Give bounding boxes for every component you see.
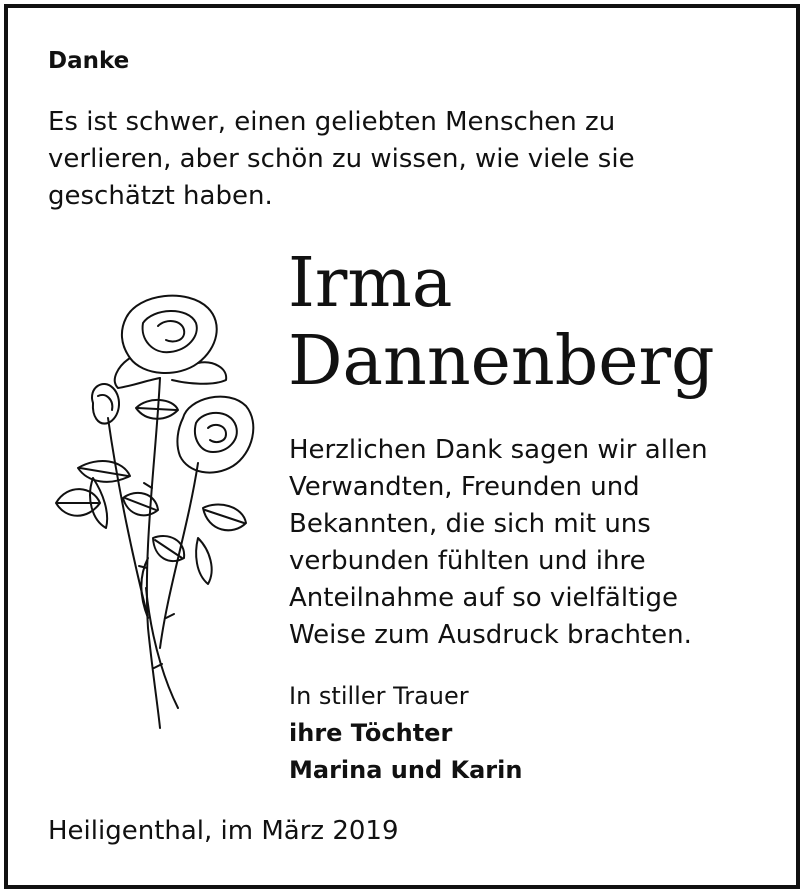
obituary-notice <box>4 4 800 889</box>
closing-names: Marina und Karin <box>289 756 523 784</box>
message-line: Herzlichen Dank sagen wir allen <box>289 435 708 465</box>
closing-line: In stiller Trauer <box>289 682 469 710</box>
deceased-last-name: Dannenberg <box>288 322 715 401</box>
message-line: Weise zum Ausdruck brachten. <box>289 620 692 650</box>
message-line: Bekannten, die sich mit uns <box>289 509 651 539</box>
message-line: Anteilnahme auf so vielfältige <box>289 583 678 613</box>
intro-line: geschätzt haben. <box>48 181 273 211</box>
notice-heading: Danke <box>48 48 130 74</box>
intro-line: Es ist schwer, einen geliebten Menschen zu <box>48 107 616 137</box>
place-date-footer: Heiligenthal, im März 2019 <box>48 816 399 846</box>
deceased-first-name: Irma <box>288 244 453 323</box>
closing-signature <box>289 678 522 789</box>
intro-text <box>48 104 748 215</box>
message-line: Verwandten, Freunden und <box>289 472 640 502</box>
closing-relation: ihre Töchter <box>289 719 453 747</box>
rose-drawing-icon <box>48 288 258 738</box>
intro-line: verlieren, aber schön zu wissen, wie viele sie <box>48 144 635 174</box>
thank-you-message <box>289 432 789 654</box>
message-line: verbunden fühlten und ihre <box>289 546 646 576</box>
